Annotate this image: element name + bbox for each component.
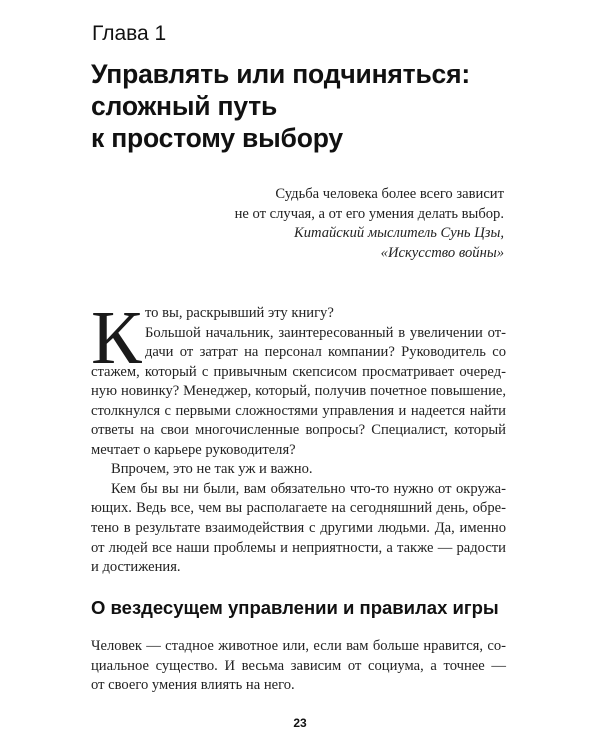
epigraph-line: Судьба человека более всего зависит — [275, 186, 504, 202]
section-text — [91, 637, 506, 696]
chapter-title — [91, 58, 551, 154]
epigraph-attribution-source: «Искусство войны» — [380, 244, 504, 261]
epigraph — [235, 185, 504, 263]
text-line: Большой начальник, заинтересованный в увеличении от- — [145, 324, 506, 341]
text-line: от людей все наши проблемы и неприятности, а также — радости — [91, 539, 506, 556]
chapter-title-line: к простому выбору — [91, 123, 343, 153]
intro-text — [91, 296, 506, 578]
text-line: тено в результате взаимодействия с другими людьми. Да, именно — [91, 520, 506, 537]
text-line: стажем, который с привычным скепсисом просматривает очеред- — [91, 363, 506, 380]
text-line: ющих. Ведь все, чем вы располагаете на сегодняшний день, обре- — [91, 500, 506, 517]
text-line: и достижения. — [91, 559, 181, 576]
epigraph-attribution: Китайский мыслитель Сунь Цзы, — [294, 225, 504, 241]
chapter-title-line: сложный путь — [91, 91, 278, 121]
text-line: Кем бы вы ни были, вам обязательно что-то нужно от окружа- — [111, 480, 506, 497]
paragraph: Впрочем, это не так уж и важно. — [111, 461, 313, 478]
page-number: 23 — [293, 716, 307, 730]
chapter-title-line: Управлять или подчиняться: — [91, 59, 470, 89]
text-line: то вы, раскрывший эту книгу? — [145, 305, 334, 321]
text-line: мечтает о карьере руководителя? — [91, 441, 296, 458]
text-line: дачи от затрат на персонал компании? Руководитель со — [145, 344, 506, 361]
section-heading: О вездесущем управлении и правилах игры — [91, 597, 499, 618]
text-line: от своего умения влиять на него. — [91, 677, 295, 694]
text-line: столкнулся с первыми сложностями управления и надеется найти — [91, 402, 506, 419]
text-line: ответы на свои многочисленные вопросы? Специалист, который — [91, 422, 506, 439]
text-line: ную новинку? Менеджер, который, получив почетное повышение, — [91, 383, 506, 400]
chapter-label: Глава 1 — [92, 22, 167, 45]
epigraph-line: не от случая, а от его умения делать выбор. — [234, 205, 504, 222]
text-line: циальное существо. И весьма зависим от социума, а точнее — — [91, 657, 506, 674]
text-line: Человек — стадное животное или, если вам больше нравится, со- — [91, 638, 506, 654]
drop-cap: К — [91, 296, 142, 380]
